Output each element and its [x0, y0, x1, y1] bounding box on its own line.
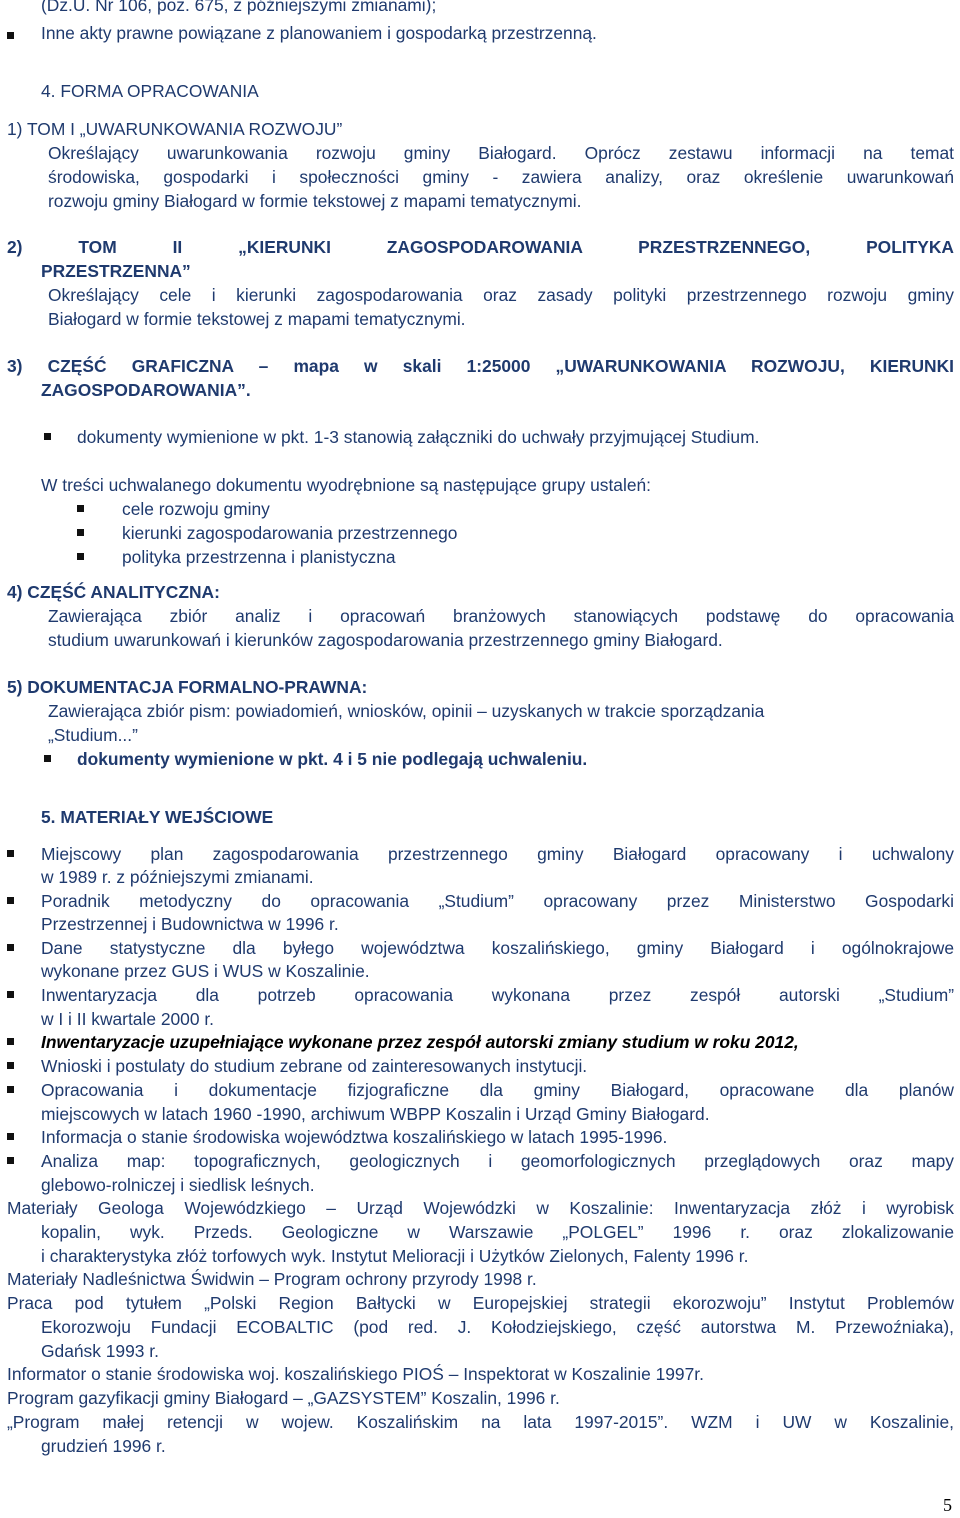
groups-intro: W treści uchwalanego dokumentu wyodrębnione są następujące grupy ustaleń: [41, 475, 652, 495]
reference-item: „Program małej retencji w wojew. Koszalińskim na lata 1997-2015”. WZM i UW w Koszalinie, [7, 1412, 954, 1432]
bullet-icon [77, 529, 84, 536]
bullet-icon [7, 991, 14, 998]
reference-item-cont: grudzień 1996 r. [41, 1436, 166, 1456]
material-item-cont: wykonane przez GUS i WUS w Koszalinie. [41, 961, 370, 981]
bullet-icon [7, 1133, 14, 1140]
bullet-icon [7, 1062, 14, 1069]
bullet-icon [44, 433, 51, 440]
tom2-title: 2) TOM II „KIERUNKI ZAGOSPODAROWANIA PRZESTRZENNEGO, POLITYKA [7, 237, 954, 257]
tom2-title-cont: PRZESTRZENNA” [41, 261, 191, 281]
reference-item-cont: i charakterystyka złóż torfowych wyk. Instytut Melioracji i Użytków Zielonych, Falenty 1996 r. [41, 1246, 749, 1266]
reference-item-cont: kopalin, wyk. Przeds. Geologiczne w Warszawie „POLGEL” 1996 r. oraz zlokalizowanie [41, 1222, 954, 1242]
material-item-cont: glebowo-rolniczej i siedlisk leśnych. [41, 1175, 315, 1195]
section-4-heading: 4. FORMA OPRACOWANIA [41, 81, 259, 101]
group-item: polityka przestrzenna i planistyczna [122, 547, 396, 567]
bullet-icon [44, 755, 51, 762]
material-item: Poradnik metodyczny do opracowania „Studium” opracowany przez Ministerstwo Gospodarki [41, 891, 954, 911]
part3-title-cont: ZAGOSPODAROWANIA”. [41, 380, 251, 400]
other-acts-item: Inne akty prawne powiązane z planowaniem i gospodarką przestrzenną. [41, 23, 597, 43]
bullet-icon [7, 1086, 14, 1093]
reference-item: Informator o stanie środowiska woj. koszalińskiego PIOŚ – Inspektorat w Koszalinie 1997r. [7, 1364, 704, 1384]
group-item: kierunki zagospodarowania przestrzennego [122, 523, 458, 543]
part3-title: 3) CZĘŚĆ GRAFICZNA – mapa w skali 1:25000 „UWARUNKOWANIA ROZWOJU, KIERUNKI [7, 356, 954, 376]
reference-item: Materiały Nadleśnictwa Świdwin – Program ochrony przyrody 1998 r. [7, 1269, 537, 1289]
section-5-heading: 5. MATERIAŁY WEJŚCIOWE [41, 807, 274, 827]
part4-line: studium uwarunkowań i kierunków zagospodarowania przestrzennego gminy Białogard. [48, 630, 723, 650]
part4-title: 4) CZĘŚĆ ANALITYCZNA: [7, 582, 220, 602]
bullet-icon [7, 944, 14, 951]
material-item: Miejscowy plan zagospodarowania przestrzennego gminy Białogard opracowany i uchwalony [41, 844, 954, 864]
page-number: 5 [943, 1495, 952, 1515]
reference-item: Program gazyfikacji gminy Białogard – „GAZSYSTEM” Koszalin, 1996 r. [7, 1388, 560, 1408]
group-item: cele rozwoju gminy [122, 499, 270, 519]
material-item-cont: w 1989 r. z późniejszymi zmianami. [41, 867, 314, 887]
bullet-icon [77, 505, 84, 512]
material-item: Opracowania i dokumentacje fizjograficzne dla gminy Białogard, opracowane dla planów [41, 1080, 954, 1100]
material-item: Wnioski i postulaty do studium zebrane od zainteresowanych instytucji. [41, 1056, 588, 1076]
part5-title: 5) DOKUMENTACJA FORMALNO-PRAWNA: [7, 677, 368, 697]
bullet-icon [7, 897, 14, 904]
part5-note: dokumenty wymienione w pkt. 4 i 5 nie podlegają uchwaleniu. [77, 749, 588, 769]
tom1-line: rozwoju gminy Białogard w formie tekstowej z mapami tematycznymi. [48, 191, 582, 211]
bullet-icon [7, 1038, 14, 1045]
material-item-cont: miejscowych w latach 1960 -1990, archiwum WBPP Koszalin i Urząd Gminy Białogard. [41, 1104, 710, 1124]
part4-line: Zawierająca zbiór analiz i opracowań branżowych stanowiących podstawę do opracowania [48, 606, 954, 626]
part5-line: Zawierająca zbiór pism: powiadomień, wniosków, opinii – uzyskanych w trakcie sporządzania [48, 701, 765, 721]
reference-item: Praca pod tytułem „Polski Region Bałtycki w Europejskiej strategii ekorozwoju” Instytut Problemów [7, 1293, 954, 1313]
bullet-icon [7, 850, 14, 857]
tom1-title: 1) TOM I „UWARUNKOWANIA ROZWOJU” [7, 119, 343, 139]
material-item: Inwentaryzacje uzupełniające wykonane przez zespół autorski zmiany studium w roku 2012, [41, 1032, 799, 1052]
material-item-cont: w I i II kwartale 2000 r. [41, 1009, 215, 1029]
law-reference: (Dz.U. Nr 106, poz. 675, z późniejszymi zmianami); [41, 0, 437, 15]
tom1-line: Określający uwarunkowania rozwoju gminy Białogard. Oprócz zestawu informacji na temat [48, 143, 954, 163]
part3-note: dokumenty wymienione w pkt. 1-3 stanowią załączniki do uchwały przyjmującej Studium. [77, 427, 760, 447]
bullet-icon [7, 1157, 14, 1164]
material-item: Informacja o stanie środowiska województwa koszalińskiego w latach 1995-1996. [41, 1127, 668, 1147]
reference-item: Materiały Geologa Wojewódzkiego – Urząd Wojewódzki w Koszalinie: Inwentaryzacja złóż i wyrobisk [7, 1198, 954, 1218]
reference-item-cont: Gdańsk 1993 r. [41, 1341, 159, 1361]
material-item: Inwentaryzacja dla potrzeb opracowania wykonana przez zespół autorski „Studium” [41, 985, 954, 1005]
tom2-line: Białogard w formie tekstowej z mapami tematycznymi. [48, 309, 466, 329]
tom2-line: Określający cele i kierunki zagospodarowania oraz zasady polityki przestrzennego rozwoju gminy [48, 285, 954, 305]
material-item: Dane statystyczne dla byłego województwa koszalińskiego, gminy Białogard i ogólnokrajowe [41, 938, 954, 958]
bullet-icon [77, 553, 84, 560]
tom1-line: środowiska, gospodarki i społeczności gminy - zawiera analizy, oraz określenie uwarunkowań [48, 167, 954, 187]
material-item-cont: Przestrzennej i Budownictwa w 1996 r. [41, 914, 339, 934]
bullet-icon [7, 32, 14, 39]
material-item: Analiza map: topograficznych, geologicznych i geomorfologicznych przeglądowych oraz mapy [41, 1151, 954, 1171]
reference-item-cont: Ekorozwoju Fundacji ECOBALTIC (pod red. J. Kołodziejskiego, część autorstwa M. Przewoźniaka), [41, 1317, 954, 1337]
part5-line: „Studium...” [48, 725, 138, 745]
